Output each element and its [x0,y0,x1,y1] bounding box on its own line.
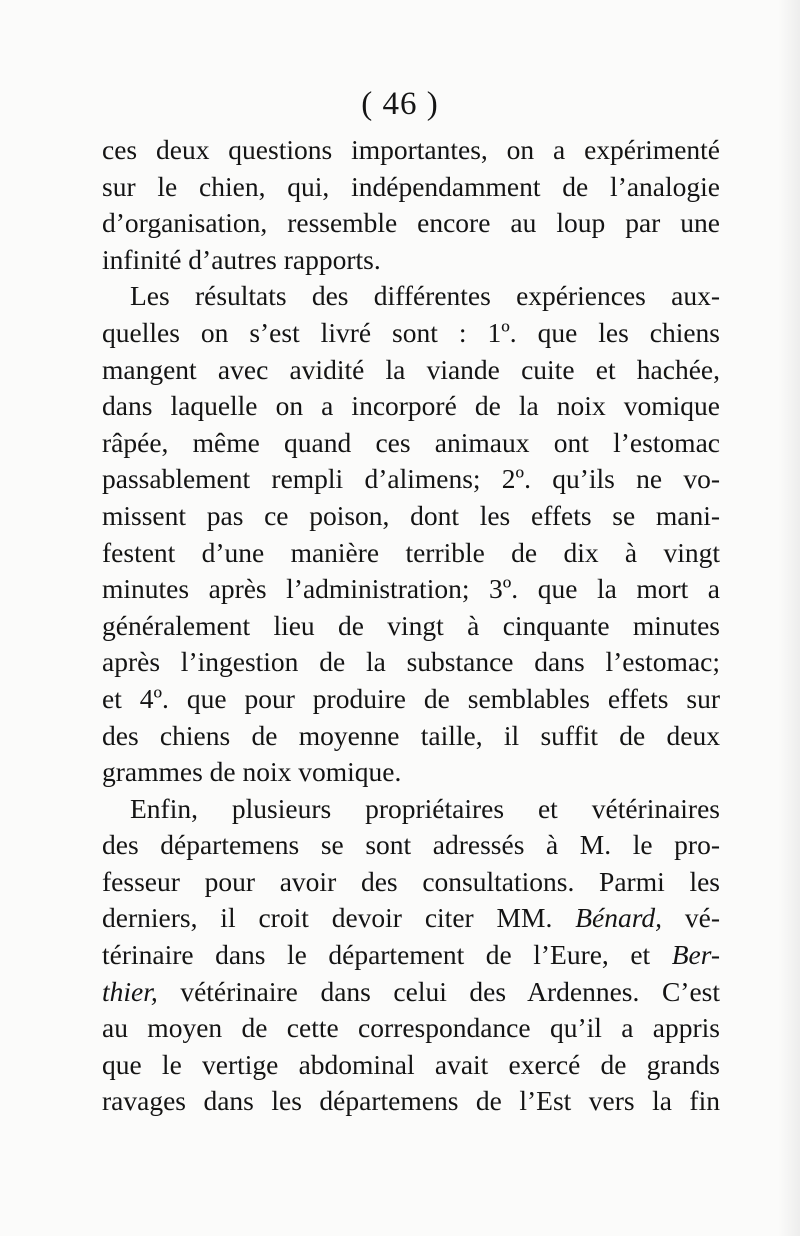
text-line: passablement rempli d’alimens; 2º. qu’ils ne vo- [102,463,720,495]
text-line: Les résultats des différentes expériences aux- [130,280,720,312]
italic-name-berthier-part1: Ber- [671,939,721,971]
text-line: festent d’une manière terrible de dix à vingt [102,536,720,568]
text-line: Enfin, plusieurs propriétaires et vétérinaires [130,792,720,824]
text-segment: derniers, il croit devoir citer MM. [102,902,553,934]
body-text [102,132,720,1120]
text-line: ravages dans les départemens de l’Est vers la fin [102,1085,720,1117]
text-line: généralement lieu de vingt à cinquante minutes [102,609,720,641]
text-line: dans laquelle on a incorporé de la noix vomique [102,390,720,422]
text-line: grammes de noix vomique. [102,756,402,788]
text-segment: vé- [684,902,721,934]
text-line: missent pas ce poison, dont les effets se mani- [102,499,720,531]
text-line [102,937,720,974]
text-line: ces deux questions importantes, on a expérimenté [102,134,720,165]
text-line: sur le chien, qui, indépendamment de l’analogie [102,170,720,202]
paragraph-2 [102,278,720,790]
text-segment: vétérinaire dans celui des Ardennes. C’est [180,975,720,1007]
text-line: et 4º. que pour produire de semblables effets sur [102,682,720,714]
paragraph-3 [102,791,720,1120]
text-line [102,974,720,1011]
page-edge-shadow [778,0,800,1236]
text-line: quelles on s’est livré sont : 1º. que les chiens [102,316,720,348]
text-line: fesseur pour avoir des consultations. Parmi les [102,865,720,897]
text-line: après l’ingestion de la substance dans l’estomac; [102,646,720,678]
paragraph-1 [102,132,720,278]
text-segment: térinaire dans le département de l’Eure, et [102,939,651,971]
text-line: d’organisation, ressemble encore au loup par une [102,207,720,239]
text-line: que le vertige abdominal avait exercé de grands [102,1048,720,1080]
text-line: minutes après l’administration; 3º. que la mort a [102,573,720,605]
text-line: râpée, même quand ces animaux ont l’estomac [102,426,720,458]
text-line: des départemens se sont adressés à M. le pro- [102,829,720,861]
text-line: infinité d’autres rapports. [102,243,381,275]
text-line [102,900,720,937]
text-line: au moyen de cette correspondance qu’il a appris [102,1012,720,1044]
text-line: mangent avec avidité la viande cuite et hachée, [102,353,720,385]
text-line: des chiens de moyenne taille, il suffit de deux [102,719,720,751]
italic-name-benard: Bénard, [575,902,663,934]
page-number: ( 46 ) [361,86,439,122]
italic-name-berthier-part2: thier, [102,975,158,1007]
